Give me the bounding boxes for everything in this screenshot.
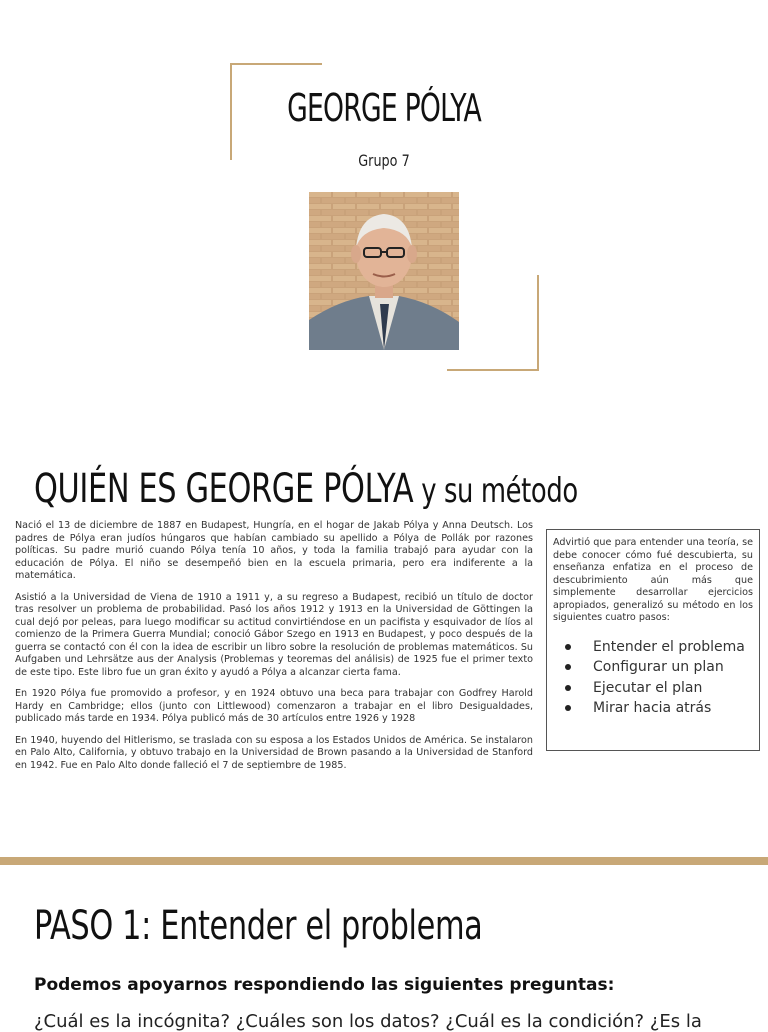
bullet-icon: [565, 685, 571, 691]
biography-paragraph: En 1940, huyendo del Hitlerismo, se traslada con su esposa a los Estados Unidos de América. Se instalaron en Palo Alto, California, y obtuvo trabajo en la Universidad de Brown pasando a la Universidad de Stanford en 1942. Fue en Palo Alto donde falleció el 7 de septiembre de 1985.: [15, 734, 533, 771]
portrait-photo: [309, 192, 459, 350]
biography-text: [15, 520, 533, 781]
list-item: [553, 657, 753, 678]
section-heading: [34, 466, 578, 512]
section-heading-main: QUIÉN ES GEORGE PÓLYA: [34, 466, 414, 512]
biography-paragraph: Nació el 13 de diciembre de 1887 en Budapest, Hungría, en el hogar de Jakab Pólya y Anna Deutsch. Los padres de Pólya eran judíos húngaros que habían cambiado su apellido a Pólya de Pollák por razones políticas. Su padre murió cuando Pólya tenía 10 años, y toda la familia trabajó para ayudar con la educación de Pólya. El niño se desempeñó bien en la escuela primaria, pero era indiferente a la matemática.: [15, 520, 533, 581]
slide-divider: [0, 857, 768, 865]
step-label: Configurar un plan: [593, 659, 724, 675]
cover-slide: [0, 0, 768, 430]
biography-paragraph: Asistió a la Universidad de Viena de 1910 a 1911 y, a su regreso a Budapest, recibió un título de doctor tras resolver un problema de probabilidad. Pasó los años 1912 y 1913 en la Universidad de Göttingen la cual dejó por peleas, para luego modificar su actitud convirtiéndose en un pacifista y esquivador de líos al comienzo de la Primera Guerra Mundial; conoció Gábor Szego en 1913 en Budapest, y poco después de la guerra se contactó con él con la idea de escribir un libro sobre la resolución de problemas matemáticos. Su Aufgaben und Lehrsätze aus der Analysis (Problemas y teoremas del análisis) de 1925 fue el primer texto de este tipo. Este libro fue un gran éxito y ayudó a Pólya a alcanzar cierta fama.: [15, 591, 533, 678]
cover-title: GEORGE PÓLYA: [287, 86, 481, 130]
step-label: Entender el problema: [593, 638, 745, 655]
bullet-icon: [565, 705, 571, 711]
biography-paragraph: En 1920 Pólya fue promovido a profesor, y en 1924 obtuvo una beca para trabajar con Godfrey Harold Hardy en Cambridge; ellos (junto con Littlewood) comenzaron a trabajar en el libro Desigualdades, publicado más tarde en 1934. Pólya publicó más de 30 artículos entre 1926 y 1928: [15, 688, 533, 724]
method-description: Advirtió que para entender una teoría, se debe conocer cómo fué descubierta, su enseñanza enfatiza en el proceso de descubrimiento aún más que simplemente desarrollar ejercicios apropiados, generalizó su método en los siguientes cuatro pasos:: [553, 537, 753, 623]
step1-questions: ¿Cuál es la incógnita? ¿Cuáles son los datos? ¿Cuál es la condición? ¿Es la: [34, 1011, 702, 1032]
cover-subtitle: Grupo 7: [358, 151, 410, 170]
bullet-icon: [565, 664, 571, 670]
step-label: Ejecutar el plan: [593, 679, 703, 696]
biography-slide: [0, 430, 768, 858]
method-box: [546, 529, 760, 751]
step1-heading: PASO 1: Entender el problema: [34, 903, 483, 949]
step1-lead: Podemos apoyarnos respondiendo las siguientes preguntas:: [34, 975, 615, 995]
section-heading-suffix: y su método: [413, 471, 578, 511]
list-item: [553, 637, 753, 658]
corner-frame-bottom-right: [447, 275, 539, 371]
step-label: Mirar hacia atrás: [593, 700, 712, 716]
method-steps-list: [553, 637, 753, 719]
step1-slide: [0, 865, 768, 1032]
list-item: [553, 678, 753, 699]
list-item: [553, 698, 753, 719]
bullet-icon: [565, 644, 571, 650]
